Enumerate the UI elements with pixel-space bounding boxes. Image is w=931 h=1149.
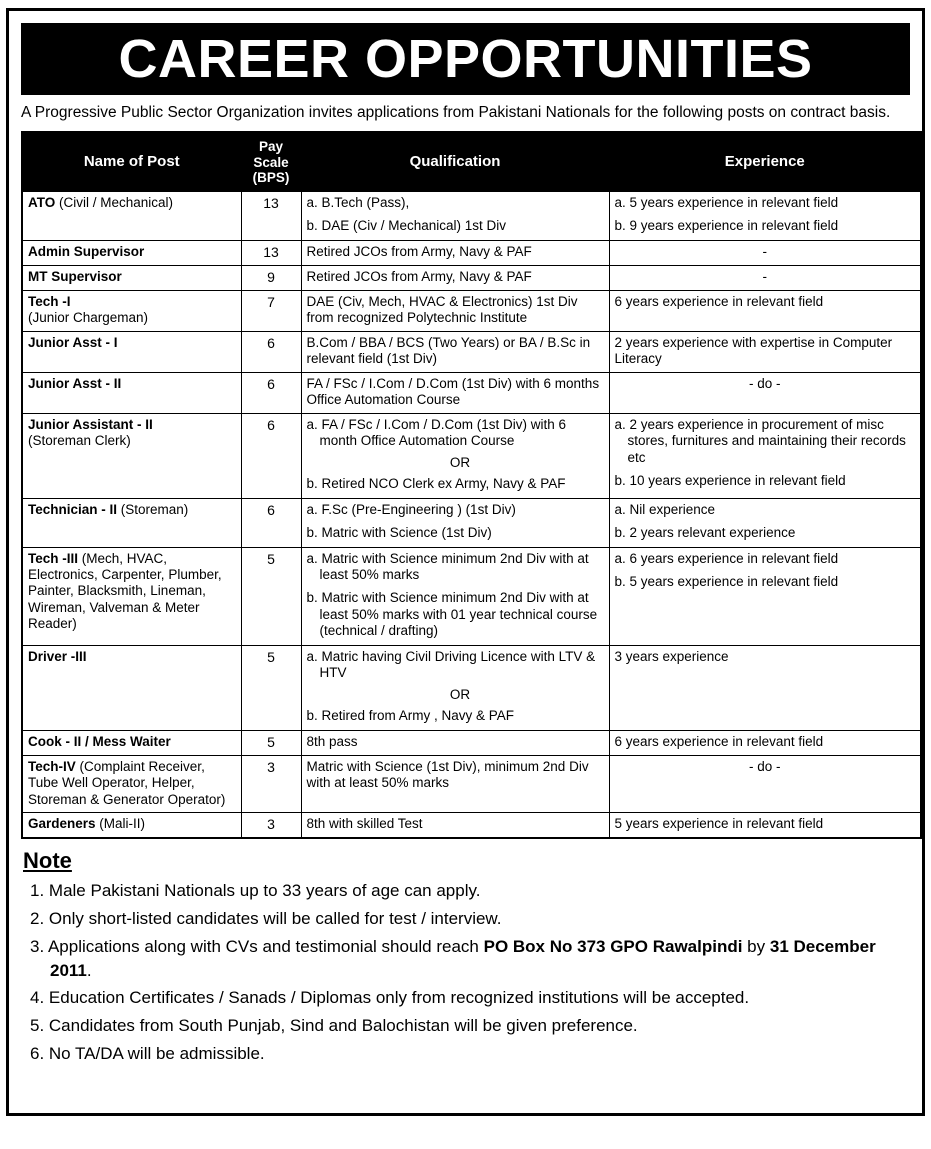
qualification-line: a. Matric having Civil Driving Licence with LTV & HTV <box>306 648 596 681</box>
note-emphasis: 31 December 2011 <box>50 936 876 980</box>
note-item <box>23 986 910 1010</box>
cell-qualification <box>301 813 609 839</box>
note-text: Education Certificates / Sanads / Diplomas only from recognized institutions will be accepted. <box>48 988 750 1008</box>
experience-line: b. 2 years relevant experience <box>614 525 796 541</box>
qualification-line: b. Retired from Army , Navy & PAF <box>306 708 515 724</box>
experience-line: 5 years experience in relevant field <box>614 816 824 832</box>
cell-pay-scale: 6 <box>241 331 301 372</box>
experience-line: 3 years experience <box>614 648 729 664</box>
cell-name-of-post <box>22 372 241 413</box>
cell-qualification <box>301 331 609 372</box>
note-text: Only short-listed candidates will be called for test / interview. <box>48 909 502 929</box>
post-subtitle: (Mech, HVAC, Electronics, Carpenter, Plumber, Painter, Blacksmith, Lineman, Wireman, Valveman & Meter Reader) <box>28 550 222 632</box>
table-row <box>22 645 921 730</box>
or-separator: OR <box>449 686 471 702</box>
post-title: Driver -III <box>28 648 87 664</box>
note-item <box>23 1042 910 1066</box>
experience-line: 2 years experience with expertise in Computer Literacy <box>614 334 893 367</box>
qualification-line: b. Matric with Science minimum 2nd Div with at least 50% marks with 01 year technical course (technical / drafting) <box>306 590 598 639</box>
post-subtitle: (Storeman Clerk) <box>28 433 131 449</box>
cell-pay-scale: 5 <box>241 547 301 645</box>
note-text: . <box>86 960 92 980</box>
note-item <box>23 879 910 903</box>
note-number: 1. <box>30 881 49 901</box>
note-item <box>23 935 910 983</box>
cell-qualification <box>301 645 609 730</box>
cell-qualification <box>301 498 609 547</box>
cell-qualification <box>301 413 609 498</box>
cell-pay-scale: 7 <box>241 290 301 331</box>
experience-line: 6 years experience in relevant field <box>614 733 824 749</box>
table-row <box>22 730 921 755</box>
cell-experience: - <box>609 265 921 290</box>
cell-qualification <box>301 191 609 240</box>
cell-name-of-post <box>22 813 241 839</box>
cell-name-of-post <box>22 265 241 290</box>
column-header-qualification: Qualification <box>301 132 609 191</box>
table-row <box>22 290 921 331</box>
cell-experience <box>609 290 921 331</box>
cell-experience: - do - <box>609 755 921 812</box>
cell-experience <box>609 813 921 839</box>
post-subtitle: (Civil / Mechanical) <box>55 194 174 210</box>
cell-experience <box>609 191 921 240</box>
cell-experience <box>609 730 921 755</box>
post-subtitle: (Storeman) <box>117 501 189 517</box>
cell-pay-scale: 13 <box>241 191 301 240</box>
post-title: MT Supervisor <box>28 268 122 284</box>
cell-pay-scale: 13 <box>241 240 301 265</box>
qualification-line: Retired JCOs from Army, Navy & PAF <box>306 268 532 284</box>
cell-experience <box>609 331 921 372</box>
qualification-line: a. Matric with Science minimum 2nd Div with at least 50% marks <box>306 550 589 582</box>
cell-pay-scale: 5 <box>241 730 301 755</box>
note-text: Male Pakistani Nationals up to 33 years of age can apply. <box>48 881 481 901</box>
note-number: 5. <box>30 1016 49 1036</box>
cell-name-of-post <box>22 547 241 645</box>
cell-experience: - <box>609 240 921 265</box>
table-row <box>22 240 921 265</box>
cell-name-of-post <box>22 730 241 755</box>
cell-name-of-post <box>22 413 241 498</box>
cell-qualification <box>301 265 609 290</box>
qualification-line: 8th pass <box>306 733 358 749</box>
post-subtitle: (Mali-II) <box>95 816 146 832</box>
table-row <box>22 331 921 372</box>
pay-scale-line-1: Pay <box>258 139 284 155</box>
note-heading: Note <box>23 848 72 874</box>
page-border <box>6 8 925 1116</box>
qualification-line: b. DAE (Civ / Mechanical) 1st Div <box>306 218 507 234</box>
experience-line: a. 5 years experience in relevant field <box>614 194 839 210</box>
cell-name-of-post <box>22 645 241 730</box>
cell-experience <box>609 413 921 498</box>
table-body <box>22 191 921 838</box>
or-separator: OR <box>449 454 471 470</box>
cell-qualification <box>301 730 609 755</box>
column-header-name-of-post: Name of Post <box>22 132 241 191</box>
qualification-line: a. B.Tech (Pass), <box>306 194 410 210</box>
experience-line: b. 5 years experience in relevant field <box>614 573 839 589</box>
cell-name-of-post <box>22 240 241 265</box>
table-row <box>22 413 921 498</box>
post-title: ATO <box>28 194 56 210</box>
table-row <box>22 265 921 290</box>
cell-name-of-post <box>22 498 241 547</box>
post-title: Gardeners <box>28 816 96 832</box>
note-number: 2. <box>30 909 49 929</box>
cell-name-of-post <box>22 331 241 372</box>
intro-paragraph: A Progressive Public Sector Organization invites applications from Pakistani Nationals for the following posts on contract basis. <box>21 104 891 121</box>
cell-qualification <box>301 240 609 265</box>
qualification-line: Retired JCOs from Army, Navy & PAF <box>306 243 532 259</box>
experience-line: b. 9 years experience in relevant field <box>614 218 839 234</box>
jobs-table <box>21 131 922 839</box>
column-header-experience: Experience <box>609 132 921 191</box>
pay-scale-line-2: Scale <box>253 154 289 170</box>
table-row <box>22 498 921 547</box>
experience-line: b. 10 years experience in relevant field <box>614 473 846 489</box>
cell-experience <box>609 645 921 730</box>
post-title: Junior Asst - II <box>28 375 122 391</box>
note-number: 6. <box>30 1044 49 1064</box>
note-section <box>21 848 910 1066</box>
cell-pay-scale: 6 <box>241 498 301 547</box>
table-row <box>22 813 921 839</box>
qualification-line: FA / FSc / I.Com / D.Com (1st Div) with 6 months Office Automation Course <box>306 375 600 408</box>
table-header-row <box>22 132 921 191</box>
cell-experience <box>609 498 921 547</box>
pay-scale-line-3: (BPS) <box>252 169 290 185</box>
post-title: Junior Assistant - II <box>28 416 153 432</box>
post-subtitle: (Junior Chargeman) <box>28 310 149 326</box>
note-number: 4. <box>30 988 49 1008</box>
table-row <box>22 547 921 645</box>
note-item <box>23 907 910 931</box>
table-row <box>22 755 921 812</box>
cell-pay-scale: 6 <box>241 413 301 498</box>
note-text: Candidates from South Punjab, Sind and Balochistan will be given preference. <box>48 1016 638 1036</box>
note-list <box>23 879 910 1066</box>
cell-qualification <box>301 547 609 645</box>
post-title: Technician - II <box>28 501 118 517</box>
post-title: Tech -I <box>28 293 71 309</box>
cell-qualification <box>301 290 609 331</box>
post-title: Tech -III <box>28 550 79 566</box>
table-header <box>22 132 921 191</box>
post-title: Junior Asst - I <box>28 334 118 350</box>
cell-pay-scale: 3 <box>241 813 301 839</box>
qualification-line: b. Matric with Science (1st Div) <box>306 525 492 541</box>
cell-experience: - do - <box>609 372 921 413</box>
note-emphasis: PO Box No 373 GPO Rawalpindi <box>483 936 743 956</box>
page-content <box>21 23 910 1109</box>
qualification-line: a. FA / FSc / I.Com / D.Com (1st Div) with 6 month Office Automation Course <box>306 416 567 449</box>
table-row <box>22 191 921 240</box>
experience-line: a. 2 years experience in procurement of misc stores, furnitures and maintaining their records etc <box>614 416 906 465</box>
note-number: 3. <box>30 936 48 956</box>
experience-line: 6 years experience in relevant field <box>614 293 824 309</box>
table-row <box>22 372 921 413</box>
cell-pay-scale: 6 <box>241 372 301 413</box>
experience-line: a. Nil experience <box>614 501 716 517</box>
cell-pay-scale: 3 <box>241 755 301 812</box>
qualification-line: a. F.Sc (Pre-Engineering ) (1st Div) <box>306 501 516 517</box>
note-text: Applications along with CVs and testimonial should reach <box>47 936 484 956</box>
page-title: CAREER OPPORTUNITIES <box>21 23 910 95</box>
cell-pay-scale: 5 <box>241 645 301 730</box>
post-title: Admin Supervisor <box>28 243 145 259</box>
cell-name-of-post <box>22 191 241 240</box>
cell-experience <box>609 547 921 645</box>
cell-qualification <box>301 755 609 812</box>
post-subtitle: (Complaint Receiver, Tube Well Operator, Helper, Storeman & Generator Operator) <box>28 758 226 807</box>
note-text: No TA/DA will be admissible. <box>48 1044 265 1064</box>
note-text: by <box>742 936 770 956</box>
qualification-line: Matric with Science (1st Div), minimum 2nd Div with at least 50% marks <box>306 758 589 791</box>
qualification-line: b. Retired NCO Clerk ex Army, Navy & PAF <box>306 476 566 492</box>
cell-name-of-post <box>22 290 241 331</box>
cell-name-of-post <box>22 755 241 812</box>
experience-line: a. 6 years experience in relevant field <box>614 550 839 566</box>
post-title: Cook - II / Mess Waiter <box>28 733 171 749</box>
post-title: Tech-IV <box>28 758 76 774</box>
column-header-pay-scale <box>241 132 301 191</box>
qualification-line: B.Com / BBA / BCS (Two Years) or BA / B.Sc in relevant field (1st Div) <box>306 334 591 367</box>
qualification-line: 8th with skilled Test <box>306 816 423 832</box>
note-item <box>23 1014 910 1038</box>
cell-pay-scale: 9 <box>241 265 301 290</box>
cell-qualification <box>301 372 609 413</box>
qualification-line: DAE (Civ, Mech, HVAC & Electronics) 1st Div from recognized Polytechnic Institute <box>306 293 578 326</box>
